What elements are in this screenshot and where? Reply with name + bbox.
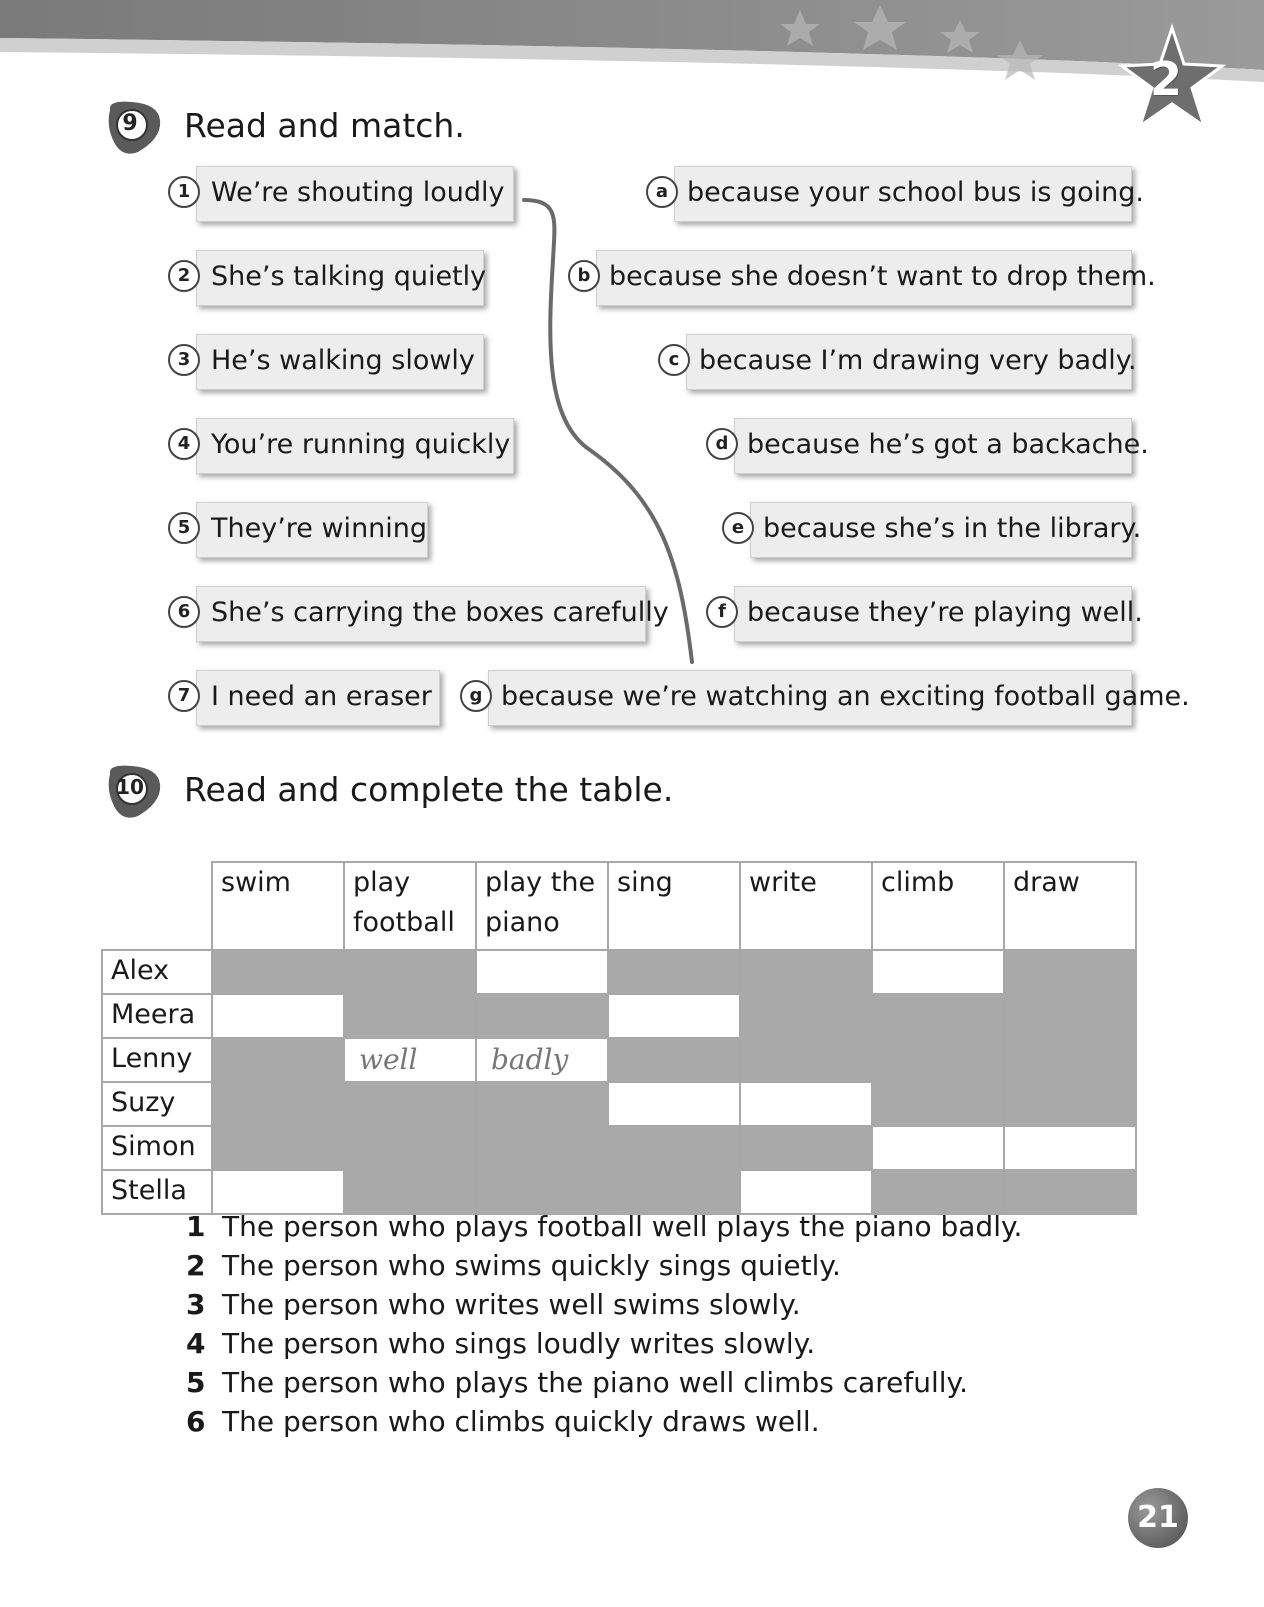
shaded-cell <box>344 1170 476 1214</box>
column-header: write <box>740 862 872 950</box>
shaded-cell <box>212 950 344 994</box>
table-row <box>102 1126 1136 1170</box>
left-number-circle: 1 <box>168 176 200 208</box>
right-phrase-box <box>686 334 1137 390</box>
answer-cell[interactable] <box>872 1126 1004 1170</box>
table-row <box>102 1082 1136 1126</box>
clue-line: 5 The person who plays the piano well climbs carefully. <box>186 1366 969 1399</box>
left-number-circle: 6 <box>168 596 200 628</box>
shaded-cell <box>476 994 608 1038</box>
answer-cell[interactable] <box>212 994 344 1038</box>
shaded-cell <box>344 1082 476 1126</box>
right-phrase-box <box>596 250 1156 306</box>
clue-line: 2 The person who swims quickly sings quietly. <box>186 1249 841 1282</box>
column-header: sing <box>608 862 740 950</box>
shaded-cell <box>872 1082 1004 1126</box>
row-name: Stella <box>102 1170 212 1214</box>
shaded-cell <box>1004 1082 1136 1126</box>
right-phrase-box <box>488 670 1190 726</box>
shaded-cell <box>1004 1038 1136 1082</box>
right-letter-circle: c <box>658 344 690 376</box>
shaded-cell <box>344 950 476 994</box>
top-banner <box>0 0 1264 120</box>
row-name: Simon <box>102 1126 212 1170</box>
table-header-row <box>102 862 1136 950</box>
right-letter-circle: b <box>568 260 600 292</box>
row-name: Suzy <box>102 1082 212 1126</box>
answer-cell[interactable]: badly <box>476 1038 608 1082</box>
right-phrase-box <box>750 502 1142 558</box>
shaded-cell <box>212 1126 344 1170</box>
left-phrase-text: He’s walking slowly <box>211 345 475 376</box>
left-number-circle: 2 <box>168 260 200 292</box>
shaded-cell <box>872 994 1004 1038</box>
left-phrase-box <box>196 418 514 474</box>
left-number-circle: 7 <box>168 680 200 712</box>
shaded-cell <box>872 1038 1004 1082</box>
shaded-cell <box>872 1170 1004 1214</box>
right-letter-circle: a <box>646 176 678 208</box>
shaded-cell <box>1004 1170 1136 1214</box>
column-header: play football <box>344 862 476 950</box>
left-phrase-box <box>196 586 669 642</box>
right-phrase-box <box>734 586 1143 642</box>
shaded-cell <box>476 1170 608 1214</box>
clue-line: 3 The person who writes well swims slowly. <box>186 1288 801 1321</box>
row-name: Lenny <box>102 1038 212 1082</box>
left-phrase-box <box>196 334 484 390</box>
table-row <box>102 994 1136 1038</box>
row-name: Meera <box>102 994 212 1038</box>
left-number-circle: 5 <box>168 512 200 544</box>
shaded-cell <box>1004 994 1136 1038</box>
right-phrase-box <box>734 418 1149 474</box>
left-number-circle: 3 <box>168 344 200 376</box>
shaded-cell <box>608 1126 740 1170</box>
table-row <box>102 1038 1136 1082</box>
exercise-title: Read and complete the table. <box>184 770 674 809</box>
shaded-cell <box>740 950 872 994</box>
right-phrase-text: because she doesn’t want to drop them. <box>609 261 1156 292</box>
left-phrase-box <box>196 670 440 726</box>
shaded-cell <box>476 1126 608 1170</box>
answer-cell[interactable] <box>608 994 740 1038</box>
exercise-number: 9 <box>122 111 138 136</box>
shaded-cell <box>344 1126 476 1170</box>
right-phrase-text: because we’re watching an exciting football game. <box>501 681 1190 712</box>
answer-cell[interactable]: well <box>344 1038 476 1082</box>
answer-cell[interactable] <box>476 950 608 994</box>
answer-cell[interactable] <box>608 1082 740 1126</box>
clue-line: 1 The person who plays football well plays the piano badly. <box>186 1210 1023 1243</box>
answer-cell[interactable] <box>740 1170 872 1214</box>
answer-cell[interactable] <box>1004 1126 1136 1170</box>
table-corner <box>102 862 212 950</box>
exercise-number: 10 <box>116 775 144 799</box>
shaded-cell <box>1004 950 1136 994</box>
right-phrase-box <box>674 166 1144 222</box>
left-phrase-text: You’re running quickly <box>211 429 511 460</box>
shaded-cell <box>344 994 476 1038</box>
shaded-cell <box>212 1038 344 1082</box>
table-row <box>102 950 1136 994</box>
answer-cell[interactable] <box>740 1082 872 1126</box>
left-phrase-text: I need an eraser <box>211 681 432 712</box>
left-phrase-text: They’re winning <box>211 513 428 544</box>
shaded-cell <box>212 1082 344 1126</box>
right-phrase-text: because he’s got a backache. <box>747 429 1149 460</box>
right-letter-circle: g <box>460 680 492 712</box>
clue-line: 4 The person who sings loudly writes slowly. <box>186 1327 816 1360</box>
clue-line: 6 The person who climbs quickly draws well. <box>186 1405 820 1438</box>
shaded-cell <box>608 1170 740 1214</box>
left-number-circle: 4 <box>168 428 200 460</box>
ability-table <box>101 861 1137 1215</box>
shaded-cell <box>608 950 740 994</box>
column-header: climb <box>872 862 1004 950</box>
right-phrase-text: because your school bus is going. <box>687 177 1144 208</box>
shaded-cell <box>740 994 872 1038</box>
exercise-title: Read and match. <box>184 106 465 145</box>
right-letter-circle: e <box>722 512 754 544</box>
right-letter-circle: d <box>706 428 738 460</box>
left-phrase-box <box>196 250 487 306</box>
shaded-cell <box>476 1082 608 1126</box>
right-phrase-text: because she’s in the library. <box>763 513 1142 544</box>
shaded-cell <box>740 1126 872 1170</box>
left-phrase-text: She’s talking quietly <box>211 261 487 292</box>
shaded-cell <box>740 1038 872 1082</box>
row-name: Alex <box>102 950 212 994</box>
right-letter-circle: f <box>706 596 738 628</box>
right-phrase-text: because I’m drawing very badly. <box>699 345 1137 376</box>
column-header: draw <box>1004 862 1136 950</box>
column-header: play the piano <box>476 862 608 950</box>
page-number: 21 <box>1128 1488 1188 1548</box>
shaded-cell <box>608 1038 740 1082</box>
table-row <box>102 1170 1136 1214</box>
column-header: swim <box>212 862 344 950</box>
left-phrase-text: She’s carrying the boxes carefully <box>211 597 669 628</box>
answer-cell[interactable] <box>212 1170 344 1214</box>
left-phrase-box <box>196 166 514 222</box>
answer-cell[interactable] <box>872 950 1004 994</box>
unit-number: 2 <box>1150 52 1183 106</box>
right-phrase-text: because they’re playing well. <box>747 597 1143 628</box>
left-phrase-box <box>196 502 428 558</box>
left-phrase-text: We’re shouting loudly <box>211 177 505 208</box>
